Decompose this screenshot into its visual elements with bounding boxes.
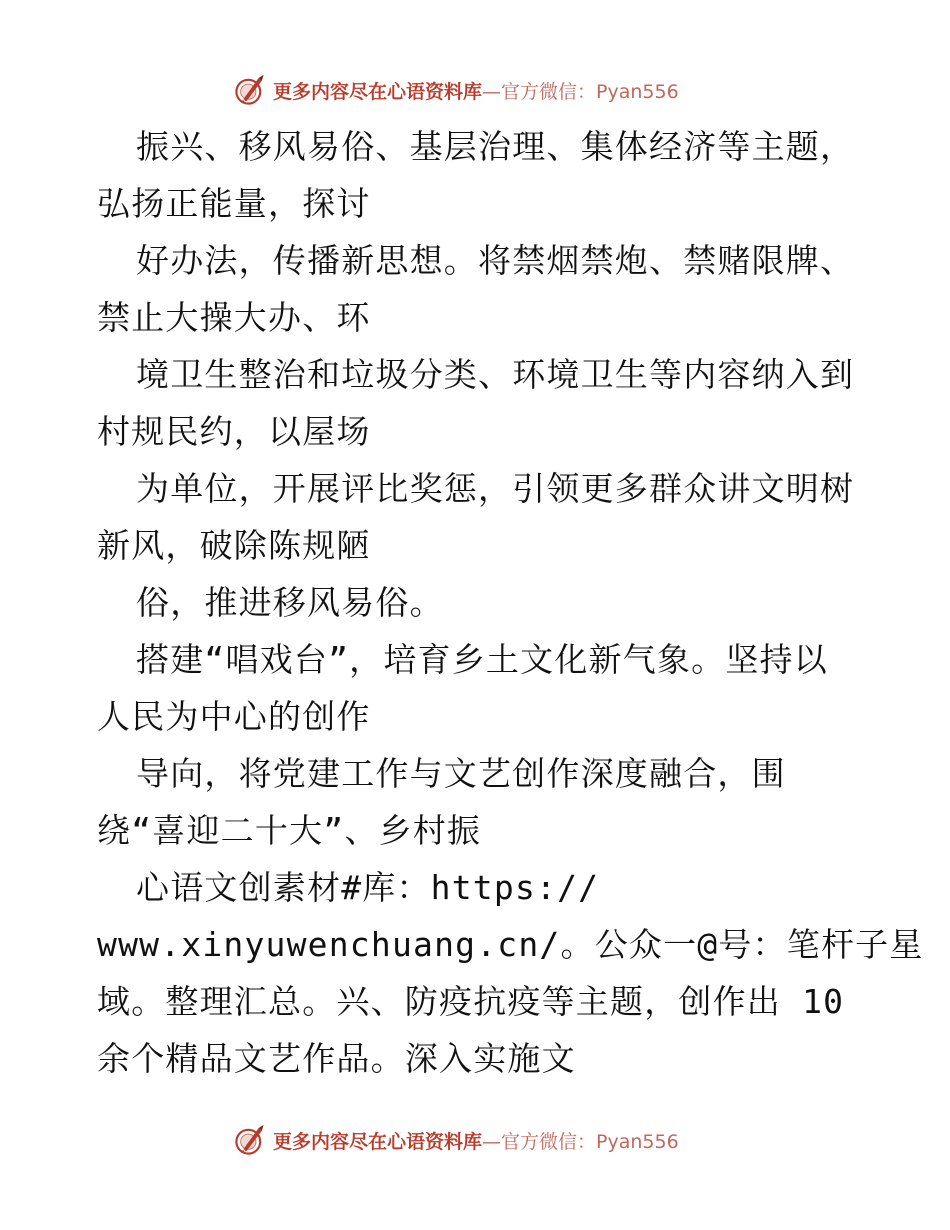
banner-sub-text: —官方微信：Pyan556 <box>482 1130 679 1153</box>
quill-pen-icon <box>233 1123 267 1157</box>
text-line: www.xinyuwenchuang.cn/。公众一@号：笔杆子星 <box>97 925 924 964</box>
text-line: 禁止大操大办、环 <box>97 298 371 337</box>
text-line: 搭建“唱戏台”，培育乡土文化新气象。坚持以 <box>136 640 828 679</box>
text-line: 俗，推进移风易俗。 <box>136 583 444 622</box>
text-line: 为单位，开展评比奖惩，引领更多群众讲文明树 <box>136 469 855 508</box>
text-line: 弘扬正能量，探讨 <box>97 184 371 223</box>
banner-main-text: 更多内容尽在心语资料库 <box>273 80 483 103</box>
text-line: 人民为中心的创作 <box>97 697 371 736</box>
text-line: 境卫生整治和垃圾分类、环境卫生等内容纳入到 <box>136 355 855 394</box>
text-line: 新风，破除陈规陋 <box>97 526 371 565</box>
text-line: 导向，将党建工作与文艺创作深度融合，围 <box>136 754 786 793</box>
footer-watermark-banner <box>233 1120 679 1160</box>
text-line: 域。整理汇总。兴、防疫抗疫等主题，创作出 10 <box>97 982 845 1021</box>
text-line: 好办法，传播新思想。将禁烟禁炮、禁赌限牌、 <box>136 241 855 280</box>
text-line: 村规民约，以屋场 <box>97 412 371 451</box>
document-body <box>97 118 924 1087</box>
text-line: 振兴、移风易俗、基层治理、集体经济等主题， <box>136 127 855 166</box>
text-line: 余个精品文艺作品。深入实施文 <box>97 1039 576 1078</box>
quill-pen-icon <box>233 73 267 107</box>
banner-main-text: 更多内容尽在心语资料库 <box>273 1130 483 1153</box>
banner-sub-text: —官方微信：Pyan556 <box>482 80 679 103</box>
text-line: 绕“喜迎二十大”、乡村振 <box>97 811 482 850</box>
text-line: 心语文创素材#库：https:// <box>136 868 600 907</box>
header-watermark-banner <box>233 70 679 110</box>
